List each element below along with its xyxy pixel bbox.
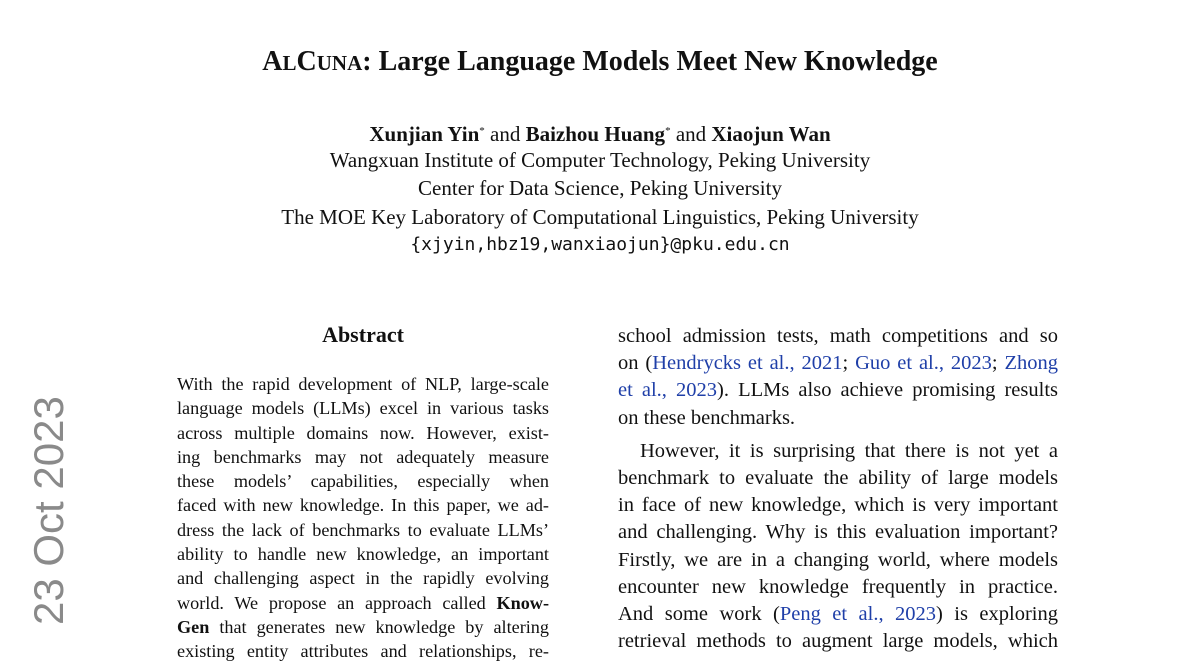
body-line: However, it is surprising that there is not yet a	[640, 439, 1058, 462]
abstract-line	[177, 591, 549, 615]
citation-link[interactable]: Zhong	[1004, 352, 1058, 375]
body-line: in face of new knowledge, which is very important	[618, 494, 1058, 517]
abstract-heading: Abstract	[322, 322, 404, 347]
body-line: school admission tests, math competitions and so	[618, 325, 1058, 347]
abstract-line	[177, 615, 549, 639]
title-smallcaps-l: L	[282, 51, 297, 75]
body-line: benchmark to evaluate the ability of large models	[618, 466, 1058, 489]
intro-column	[618, 323, 1058, 655]
abstract-line: language models (LLMs) excel in various tasks	[177, 398, 549, 419]
abstract-line: With the rapid development of NLP, large-scale	[177, 374, 549, 394]
author-name-3: Xiaojun Wan	[711, 122, 831, 146]
body-text: on (	[618, 352, 653, 375]
title-smallcaps-c: C	[296, 46, 317, 77]
abstract-line: and challenging aspect in the rapidly evolving	[177, 568, 549, 589]
body-line: encounter new knowledge frequently in practice.	[618, 575, 1058, 598]
title-rest: : Large Language Models Meet New Knowledge	[362, 46, 938, 77]
body-line: on these benchmarks.	[618, 406, 796, 429]
author-conjunction-1: and	[484, 122, 526, 146]
affiliation-1: Wangxuan Institute of Computer Technology, Peking University	[329, 148, 871, 172]
author-conjunction-2: and	[670, 122, 712, 146]
author-list	[0, 117, 1200, 148]
abstract-line: faced with new knowledge. In this paper, we ad-	[177, 495, 549, 516]
citation-separator: ;	[842, 352, 856, 375]
abstract-line: across multiple domains now. However, exist-	[177, 422, 549, 443]
abstract-line: existing entity attributes and relationships, re-	[177, 641, 549, 662]
affiliation-3: The MOE Key Laboratory of Computational Linguistics, Peking University	[281, 205, 919, 229]
body-line	[618, 377, 1058, 404]
citation-separator: ;	[991, 352, 1005, 375]
affiliation-2: Center for Data Science, Peking University	[418, 176, 782, 200]
body-text: And some work (	[618, 602, 780, 625]
abstract-line: ability to handle new knowledge, an important	[177, 544, 549, 565]
body-line: retrieval methods to augment large models, which	[618, 630, 1058, 653]
equal-contribution-mark-2: *	[665, 125, 671, 137]
author-name-2: Baizhou Huang	[525, 122, 666, 146]
abstract-line: these models’ capabilities, especially when	[177, 471, 549, 492]
author-email[interactable]: {xjyin,hbz19,wanxiaojun}@pku.edu.cn	[410, 234, 790, 255]
citation-link[interactable]: Peng et al., 2023	[779, 602, 937, 625]
body-line	[618, 601, 1058, 628]
knowgen-term-continued: Gen	[177, 616, 210, 637]
title-smallcaps-una: UNA	[316, 51, 363, 75]
abstract-line: ing benchmarks may not adequately measure	[177, 446, 549, 467]
body-text: ). LLMs also achieve promising results	[717, 379, 1058, 402]
equal-contribution-mark-1: *	[479, 125, 485, 137]
author-name-1: Xunjian Yin	[369, 122, 480, 146]
citation-link[interactable]: et al., 2023	[618, 379, 718, 402]
abstract-line: dress the lack of benchmarks to evaluate LLMs’	[177, 519, 549, 540]
body-line	[618, 350, 1058, 377]
abstract-line-text: that generates new knowledge by altering	[209, 616, 549, 637]
body-text: ) is exploring	[936, 602, 1058, 625]
title-smallcaps-a: A	[262, 46, 283, 77]
knowgen-term: Know-	[496, 592, 549, 613]
abstract-line-text: world. We propose an approach called	[177, 592, 497, 613]
paper-title	[0, 46, 1200, 78]
body-line: and challenging. Why is this evaluation important?	[618, 521, 1058, 544]
abstract-body	[177, 372, 549, 664]
citation-link[interactable]: Guo et al., 2023	[855, 352, 992, 375]
body-line: Firstly, we are in a changing world, where models	[618, 548, 1058, 571]
arxiv-date-stamp: 23 Oct 2023	[25, 396, 72, 625]
citation-link[interactable]: Hendrycks et al., 2021	[652, 352, 843, 375]
